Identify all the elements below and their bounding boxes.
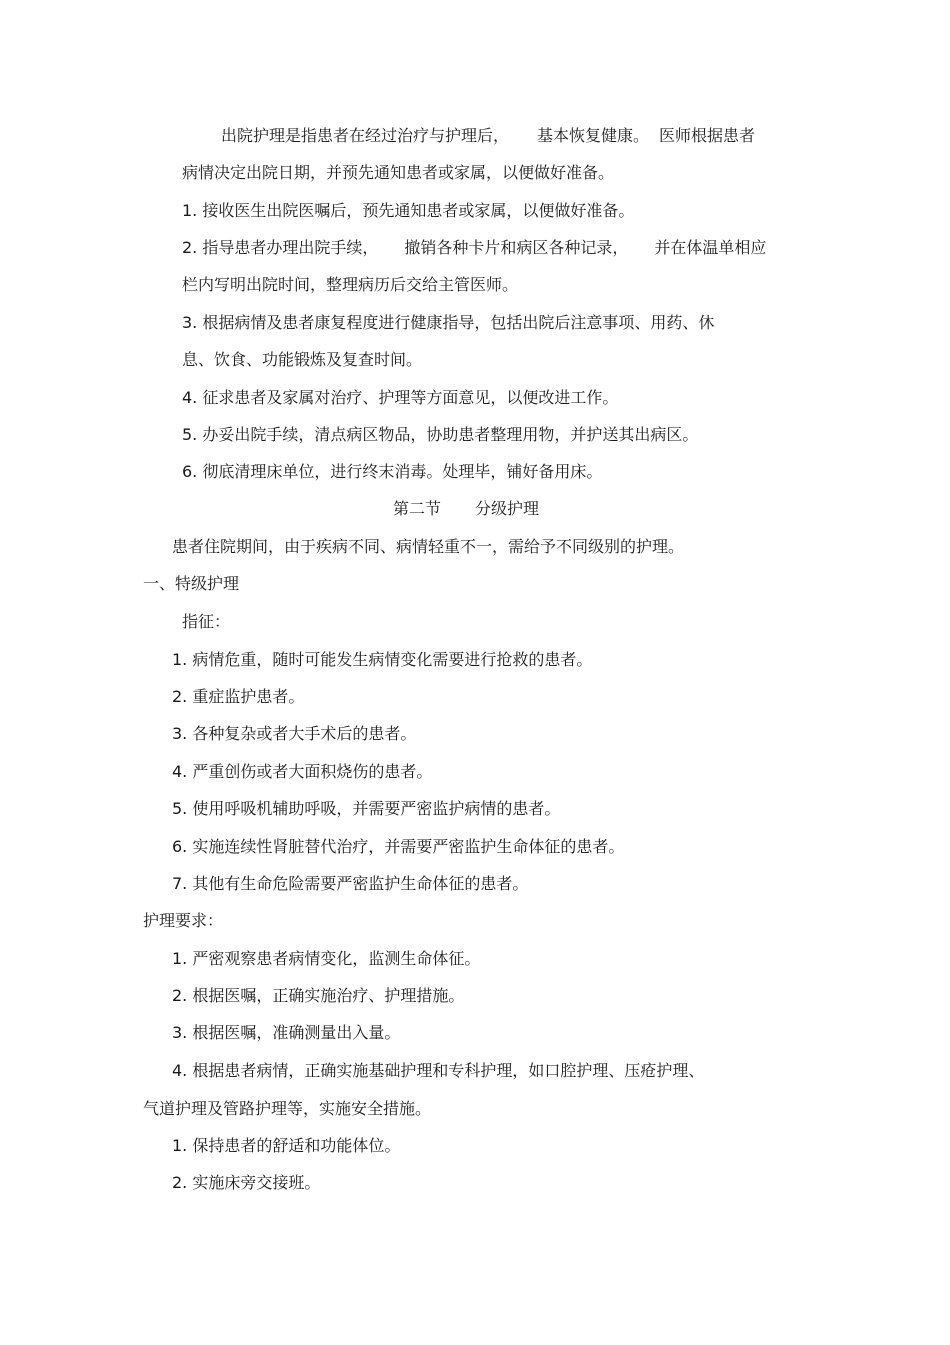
discharge-step-4: 4. 征求患者及家属对治疗、护理等方面意见，以便改进工作。 xyxy=(182,388,619,407)
intro-text-c: 医师根据患者 xyxy=(659,126,756,145)
requirement-item: 2. 根据医嘱，正确实施治疗、护理措施。 xyxy=(172,986,465,1005)
indication-item: 5. 使用呼吸机辅助呼吸，并需要严密监护病情的患者。 xyxy=(172,799,561,818)
step-2-text-b: 撤销各种卡片和病区各种记录， xyxy=(404,238,629,257)
discharge-step-6: 6. 彻底清理床单位，进行终末消毒。处理毕，铺好备用床。 xyxy=(182,462,603,481)
indication-item: 3. 各种复杂或者大手术后的患者。 xyxy=(172,724,417,743)
section-intro: 患者住院期间，由于疾病不同、病情轻重不一，需给予不同级别的护理。 xyxy=(172,537,685,556)
section-number: 第二节 xyxy=(393,499,442,518)
indication-item: 7. 其他有生命危险需要严密监护生命体征的患者。 xyxy=(172,874,529,893)
intro-text-b: 基本恢复健康。 xyxy=(537,126,650,145)
requirement-item: 1. 严密观察患者病情变化，监测生命体征。 xyxy=(172,949,481,968)
discharge-step-3-line-2: 息、饮食、功能锻炼及复查时间。 xyxy=(182,350,423,369)
discharge-step-2-line-2: 栏内写明出院时间，整理病历后交给主管医师。 xyxy=(182,275,519,294)
discharge-intro-line-1 xyxy=(221,126,755,146)
extra-item: 2. 实施床旁交接班。 xyxy=(172,1173,321,1192)
requirement-item: 3. 根据医嘱，准确测量出入量。 xyxy=(172,1023,401,1042)
intro-text-a: 出院护理是指患者在经过治疗与护理后， xyxy=(221,126,510,145)
step-2-text-c: 并在体温单相应 xyxy=(654,238,767,257)
section-title: 分级护理 xyxy=(475,499,540,518)
requirements-label: 护理要求： xyxy=(143,911,224,930)
section-heading xyxy=(393,499,539,519)
discharge-step-3-line-1: 3. 根据病情及患者康复程度进行健康指导，包括出院后注意事项、用药、休 xyxy=(182,313,715,332)
step-2-text-a: 2. 指导患者办理出院手续， xyxy=(182,238,379,257)
discharge-step-2-line-1 xyxy=(182,238,766,258)
indication-item: 1. 病情危重，随时可能发生病情变化需要进行抢救的患者。 xyxy=(172,650,593,669)
extra-item: 1. 保持患者的舒适和功能体位。 xyxy=(172,1136,401,1155)
indication-item: 6. 实施连续性肾脏替代治疗，并需要严密监护生命体征的患者。 xyxy=(172,837,625,856)
requirement-item: 4. 根据患者病情，正确实施基础护理和专科护理，如口腔护理、压疮护理、 xyxy=(172,1061,705,1080)
indications-label: 指征： xyxy=(182,612,231,631)
level-1-heading: 一、特级护理 xyxy=(143,574,240,593)
discharge-intro-line-2: 病情决定出院日期，并预先通知患者或家属，以便做好准备。 xyxy=(182,163,615,182)
indication-item: 2. 重症监护患者。 xyxy=(172,687,305,706)
indication-item: 4. 严重创伤或者大面积烧伤的患者。 xyxy=(172,762,433,781)
discharge-step-1: 1. 接收医生出院医嘱后，预先通知患者或家属，以便做好准备。 xyxy=(182,201,635,220)
discharge-step-5: 5. 办妥出院手续，清点病区物品，协助患者整理用物，并护送其出病区。 xyxy=(182,425,699,444)
requirement-item-continued: 气道护理及管路护理等，实施安全措施。 xyxy=(143,1099,432,1118)
